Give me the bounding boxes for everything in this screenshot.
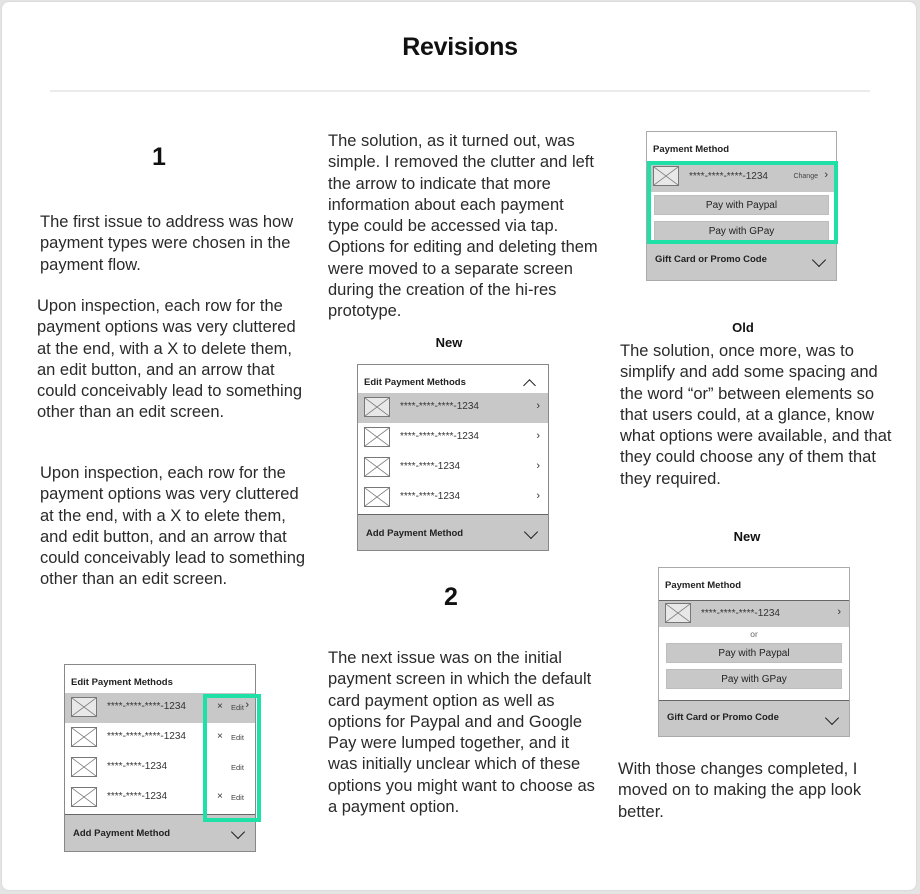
- add-payment-method-bar[interactable]: [358, 514, 548, 550]
- card-image-placeholder-icon: [71, 787, 97, 807]
- chevron-right-icon[interactable]: ›: [536, 460, 540, 472]
- card-number: ****-****-****-1234: [107, 731, 186, 742]
- pay-with-paypal-button[interactable]: Pay with Paypal: [654, 195, 829, 215]
- section1-intro: The first issue to address was how payment types were chosen in the payment flow.: [40, 213, 294, 274]
- pay-with-gpay-button[interactable]: Pay with GPay: [666, 669, 842, 689]
- section2-solution: The solution, once more, was to simplify and add some spacing and the word “or” between elements so that users could, at a glance, know what options were available, and that they could choose any of them that they required.: [620, 342, 892, 488]
- card-image-placeholder-icon: [364, 487, 390, 507]
- mock-header: Payment Method: [665, 580, 742, 591]
- card-image-placeholder-icon: [665, 603, 691, 623]
- card-number: ****-****-1234: [400, 491, 461, 502]
- page-title: Revisions: [402, 33, 518, 61]
- chevron-right-icon[interactable]: ›: [837, 606, 841, 618]
- card-number: ****-****-****-1234: [400, 431, 479, 442]
- delete-icon[interactable]: ×: [217, 731, 223, 742]
- card-image-placeholder-icon: [364, 397, 390, 417]
- section1-para-a: Upon inspection, each row for the payment options was very cluttered at the end, with a X to delete them, an edit button, and an arrow that could conceivably lead to something other than an edit screen.: [37, 297, 303, 422]
- card-payment-row[interactable]: [659, 600, 849, 627]
- card-image-placeholder-icon: [71, 727, 97, 747]
- card-payment-row[interactable]: [647, 164, 836, 192]
- mock-header: Edit Payment Methods: [364, 377, 466, 388]
- card-number: ****-****-1234: [400, 461, 461, 472]
- chevron-down-icon: [825, 711, 839, 725]
- card-number: ****-****-****-1234: [689, 171, 768, 182]
- chevron-down-icon: [524, 525, 538, 539]
- chevron-right-icon[interactable]: ›: [536, 490, 540, 502]
- payment-row[interactable]: [358, 453, 548, 483]
- mock-header: Edit Payment Methods: [71, 677, 173, 688]
- or-separator: or: [750, 629, 758, 639]
- gift-card-promo-bar[interactable]: [647, 242, 836, 280]
- payment-row[interactable]: [65, 753, 255, 783]
- chevron-down-icon: [231, 825, 245, 839]
- card-image-placeholder-icon: [71, 697, 97, 717]
- old-payment-method-mock: [646, 131, 837, 281]
- card-number: ****-****-****-1234: [107, 701, 186, 712]
- delete-icon[interactable]: ×: [217, 701, 223, 712]
- pay-with-paypal-button[interactable]: Pay with Paypal: [666, 643, 842, 663]
- section-number-2: 2: [444, 583, 458, 611]
- chevron-right-icon[interactable]: ›: [245, 699, 249, 711]
- add-payment-method-label: Add Payment Method: [366, 528, 464, 539]
- section2-intro: The next issue was on the initial payment screen in which the default card payment option as well as options for Paypal and and Google Pay were lumped together, and it was initially unclear which of these options you might want to choose as a payment option.: [328, 649, 595, 817]
- edit-button[interactable]: Edit: [231, 733, 244, 742]
- gift-card-promo-label: Gift Card or Promo Code: [655, 254, 767, 265]
- new-caption-2: New: [733, 529, 761, 544]
- payment-row[interactable]: [65, 783, 255, 813]
- payment-row[interactable]: [65, 693, 255, 723]
- card-image-placeholder-icon: [364, 427, 390, 447]
- section1-para-b: Upon inspection, each row for the payment options was very cluttered at the end, with a X to elete them, and edit button, and an arrow that could conceivably lead to something other than an edit screen.: [40, 464, 306, 589]
- title-divider: [50, 90, 870, 92]
- card-number: ****-****-1234: [107, 791, 168, 802]
- new-edit-payment-mock: [357, 364, 549, 551]
- payment-row[interactable]: [65, 723, 255, 753]
- section1-solution: The solution, as it turned out, was simple. I removed the clutter and left the arrow to indicate that more information about each payment type could be accessed via tap. Options for editing and deleting them were moved to a separate screen during the creation of the hi-res prototype.: [328, 132, 598, 321]
- payment-row[interactable]: [358, 483, 548, 513]
- delete-icon[interactable]: ×: [217, 791, 223, 802]
- card-number: ****-****-****-1234: [701, 608, 780, 619]
- gift-card-promo-bar[interactable]: [659, 700, 849, 736]
- card-number: ****-****-1234: [107, 761, 168, 772]
- new-payment-method-mock: [658, 567, 850, 737]
- payment-row[interactable]: [358, 423, 548, 453]
- add-payment-method-label: Add Payment Method: [73, 828, 171, 839]
- card-image-placeholder-icon: [653, 166, 679, 186]
- add-payment-method-bar[interactable]: [65, 814, 255, 851]
- chevron-down-icon: [812, 253, 826, 267]
- chevron-right-icon[interactable]: ›: [824, 169, 828, 181]
- new-caption: New: [435, 335, 463, 350]
- edit-button[interactable]: Edit: [231, 793, 244, 802]
- old-edit-payment-mock: [64, 664, 256, 852]
- gift-card-promo-label: Gift Card or Promo Code: [667, 712, 779, 723]
- edit-button[interactable]: Edit: [231, 763, 244, 772]
- mock-header: Payment Method: [653, 144, 730, 155]
- edit-button[interactable]: Edit: [231, 703, 244, 712]
- old-caption: Old: [732, 320, 754, 335]
- card-number: ****-****-****-1234: [400, 401, 479, 412]
- card-image-placeholder-icon: [71, 757, 97, 777]
- closing-text: With those changes completed, I moved on to making the app look better.: [618, 760, 862, 821]
- chevron-right-icon[interactable]: ›: [536, 400, 540, 412]
- chevron-right-icon[interactable]: ›: [536, 430, 540, 442]
- payment-row[interactable]: [358, 393, 548, 423]
- card-image-placeholder-icon: [364, 457, 390, 477]
- section-number-1: 1: [152, 143, 166, 171]
- pay-with-gpay-button[interactable]: Pay with GPay: [654, 221, 829, 241]
- change-link[interactable]: Change: [793, 173, 818, 180]
